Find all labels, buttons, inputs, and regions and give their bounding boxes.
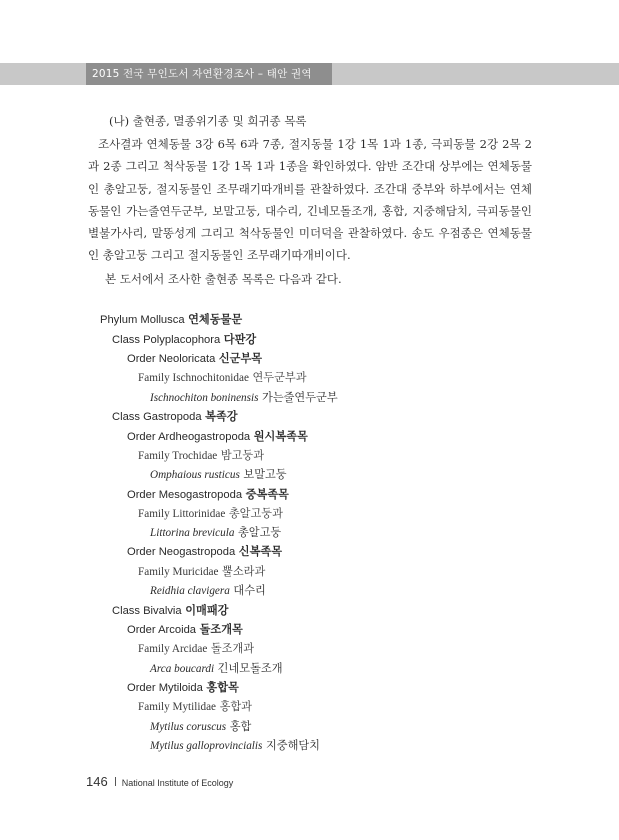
page-number: 146 [86,774,108,789]
taxon-scientific-name: Family Ischnochitonidae [138,372,249,384]
taxon-korean-name: 총알고둥과 [228,507,283,520]
taxon-family [138,447,264,463]
taxon-species [150,524,281,540]
taxon-order [127,486,289,502]
taxon-korean-name: 신군부목 [218,352,263,365]
taxon-korean-name: 복족강 [205,410,238,423]
institute-name: National Institute of Ecology [121,778,234,788]
taxon-scientific-name: Family Trochidae [138,450,218,462]
taxon-family [138,369,307,385]
taxon-scientific-name: Order Mesogastropoda [127,489,243,501]
taxon-korean-name: 다판강 [223,333,257,346]
summary-sentence: 본 도서에서 조사한 출현종 목록은 다음과 같다. [105,272,342,286]
taxon-class [112,602,228,618]
taxon-species [150,718,251,734]
taxon-scientific-name: Order Ardheogastropoda [127,431,251,443]
footer-divider [115,777,116,786]
section-subheading: (나) 출현종, 멸종위기종 및 희귀종 목록 [109,114,307,128]
taxon-korean-name: 연두군부과 [252,371,307,384]
taxon-korean-name: 밤고둥과 [220,449,265,462]
taxon-korean-name: 뿔소라과 [222,565,266,578]
taxon-korean-name: 긴네모돌조개 [217,662,283,675]
taxon-scientific-name: Family Muricidae [138,566,219,578]
taxon-scientific-name: Family Littorinidae [138,508,226,520]
taxon-class [112,331,256,347]
taxon-family [138,505,283,521]
taxon-order [127,350,262,366]
taxon-family [138,563,265,579]
taxon-korean-name: 신복족목 [238,545,283,558]
taxon-korean-name: 연체동물문 [188,313,243,326]
taxon-scientific-name: Arca boucardi [150,663,215,675]
taxon-class [112,408,238,424]
page-footer [86,773,233,791]
taxon-korean-name: 원시복족목 [253,430,308,443]
taxon-korean-name: 보말고둥 [243,468,287,481]
taxon-korean-name: 중복족목 [245,488,289,501]
taxon-korean-name: 돌조개목 [199,623,243,636]
taxon-order [127,428,308,444]
taxon-scientific-name: Reidhia clavigera [150,585,230,597]
taxon-species [150,582,266,598]
taxon-korean-name: 돌조개과 [210,642,255,655]
taxon-korean-name: 홍합과 [219,700,252,713]
taxon-scientific-name: Ischnochiton boninensis [150,392,259,404]
taxon-korean-name: 가는줄연두군부 [262,391,338,404]
taxon-korean-name: 홍합목 [206,681,239,694]
taxon-scientific-name: Class Bivalvia [112,605,182,617]
taxon-family [138,698,252,714]
taxon-korean-name: 대수리 [233,584,266,597]
taxon-scientific-name: Order Neoloricata [127,353,216,365]
taxon-scientific-name: Order Neogastropoda [127,546,236,558]
taxon-scientific-name: Omphaious rusticus [150,469,240,481]
taxon-korean-name: 지중해담치 [265,739,320,752]
taxon-scientific-name: Littorina brevicula [150,527,235,539]
taxon-scientific-name: Order Arcoida [127,624,197,636]
taxon-scientific-name: Family Mytilidae [138,701,216,713]
running-header-title: 2015 전국 무인도서 자연환경조사 – 태안 권역 [92,68,312,80]
taxon-order [127,621,243,637]
taxon-phylum [100,311,242,327]
taxon-scientific-name: Order Mytiloida [127,682,203,694]
taxon-species [150,660,283,676]
taxon-korean-name: 총알고둥 [237,526,282,539]
taxon-order [127,679,239,695]
taxon-scientific-name: Mytilus coruscus [150,721,227,733]
taxon-species [150,466,287,482]
taxon-scientific-name: Class Gastropoda [112,411,202,423]
taxon-species [150,389,338,405]
taxon-scientific-name: Family Arcidae [138,643,208,655]
survey-paragraph: 조사결과 연체동물 3강 6목 6과 7종, 절지동물 1강 1목 1과 1종, 극피동물 2강 2목 2과 2종 그리고 척삭동물 1강 1목 1과 1종을 확인하였다. 암반 조간대 상부에는 연체동물인 총알고둥, 절지동물인 조무래기따개비를 관찰하였다. 조간대 중부와 하부에서는 연체동물인 가는줄연두군부, 보말고둥, 대수리, 긴네모돌조개, 홍합, 지중해담치, 극피동물인 별불가사리, 말똥성게 그리고 척삭동물인 미더덕을 관찰하였다. 송도 우점종은 연체동물인 총알고둥 그리고 절지동물인 조무래기따개비이다. [88,137,532,263]
taxon-korean-name: 홍합 [229,720,252,733]
taxon-korean-name: 이매패강 [185,604,229,617]
taxon-family [138,640,254,656]
taxon-order [127,543,282,559]
taxon-scientific-name: Class Polyplacophora [112,334,221,346]
taxon-scientific-name: Phylum Mollusca [100,314,185,326]
taxon-scientific-name: Mytilus galloprovincialis [150,740,263,752]
taxon-species [150,737,320,753]
